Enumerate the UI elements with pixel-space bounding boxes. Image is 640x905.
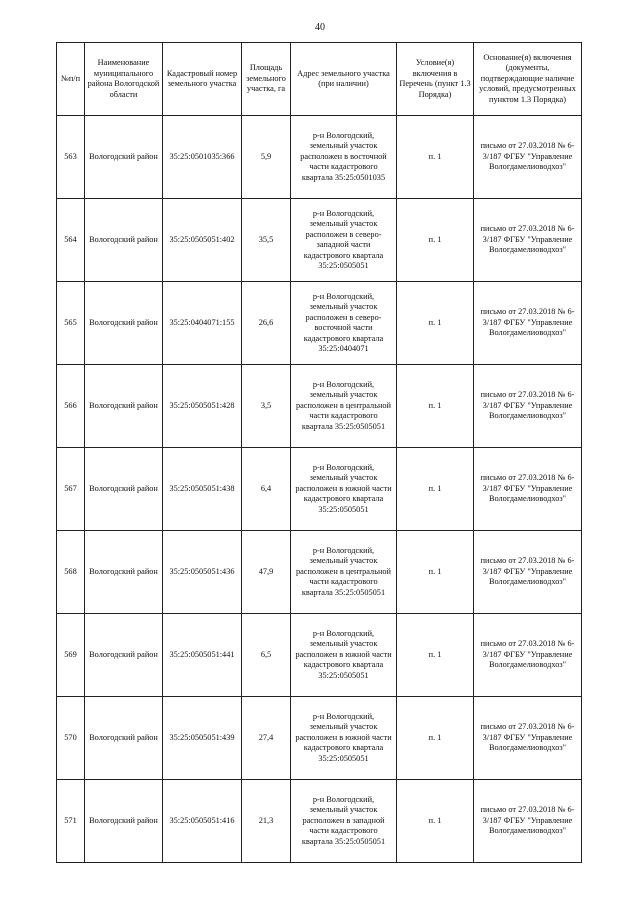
cell-num: 570 [57,697,85,780]
table-row [57,365,582,448]
table-row [57,614,582,697]
cell-district: Вологодский район [85,531,163,614]
cell-address: р-н Вологодский, земельный участок расположен в центральной части кадастрового квартала 35:25:0505051 [291,365,397,448]
cell-num: 568 [57,531,85,614]
cell-basis: письмо от 27.03.2018 № 6-3/187 ФГБУ "Управление Вологдамелиоводхоз" [474,780,582,863]
cell-address: р-н Вологодский, земельный участок расположен в южной части кадастрового квартала 35:25:0505051 [291,697,397,780]
cell-cadastral: 35:25:0505051:402 [163,199,242,282]
cell-cadastral: 35:25:0505051:438 [163,448,242,531]
cell-condition: п. 1 [397,116,474,199]
cell-num: 563 [57,116,85,199]
land-registry-table [56,42,582,863]
header-num: №п/п [57,43,85,116]
cell-address: р-н Вологодский, земельный участок расположен в восточной части кадастрового квартала 35:25:0501035 [291,116,397,199]
cell-district: Вологодский район [85,614,163,697]
header-cadastral: Кадастровый номер земельного участка [163,43,242,116]
cell-cadastral: 35:25:0404071:155 [163,282,242,365]
cell-num: 565 [57,282,85,365]
cell-address: р-н Вологодский, земельный участок расположен в северо-западной части кадастрового квартала 35:25:0505051 [291,199,397,282]
cell-district: Вологодский район [85,199,163,282]
cell-num: 564 [57,199,85,282]
cell-area: 6,5 [242,614,291,697]
cell-condition: п. 1 [397,199,474,282]
cell-district: Вологодский район [85,448,163,531]
table-row [57,531,582,614]
cell-area: 5,9 [242,116,291,199]
cell-num: 569 [57,614,85,697]
cell-cadastral: 35:25:0505051:416 [163,780,242,863]
cell-basis: письмо от 27.03.2018 № 6-3/187 ФГБУ "Управление Вологдамелиоводхоз" [474,697,582,780]
page-number: 40 [315,22,325,33]
cell-condition: п. 1 [397,614,474,697]
cell-basis: письмо от 27.03.2018 № 6-3/187 ФГБУ "Управление Вологдамелиоводхоз" [474,531,582,614]
table-row [57,282,582,365]
cell-area: 21,3 [242,780,291,863]
cell-district: Вологодский район [85,697,163,780]
cell-condition: п. 1 [397,780,474,863]
table-header-row [57,43,582,116]
cell-district: Вологодский район [85,282,163,365]
cell-district: Вологодский район [85,116,163,199]
header-area: Площадь земельного участка, га [242,43,291,116]
cell-cadastral: 35:25:0505051:436 [163,531,242,614]
cell-area: 35,5 [242,199,291,282]
cell-num: 571 [57,780,85,863]
cell-basis: письмо от 27.03.2018 № 6-3/187 ФГБУ "Управление Вологдамелиоводхоз" [474,365,582,448]
cell-area: 26,6 [242,282,291,365]
cell-num: 567 [57,448,85,531]
cell-basis: письмо от 27.03.2018 № 6-3/187 ФГБУ "Управление Вологдамелиоводхоз" [474,199,582,282]
cell-basis: письмо от 27.03.2018 № 6-3/187 ФГБУ "Управление Вологдамелиоводхоз" [474,116,582,199]
cell-condition: п. 1 [397,448,474,531]
header-district: Наименование муниципального района Вологодской области [85,43,163,116]
cell-basis: письмо от 27.03.2018 № 6-3/187 ФГБУ "Управление Вологдамелиоводхоз" [474,614,582,697]
table-row [57,697,582,780]
cell-district: Вологодский район [85,780,163,863]
table-row [57,448,582,531]
cell-address: р-н Вологодский, земельный участок расположен в южной части кадастрового квартала 35:25:0505051 [291,448,397,531]
cell-address: р-н Вологодский, земельный участок расположен в центральной части кадастрового квартала 35:25:0505051 [291,531,397,614]
cell-address: р-н Вологодский, земельный участок расположен в западной части кадастрового квартала 35:25:0505051 [291,780,397,863]
cell-area: 27,4 [242,697,291,780]
cell-cadastral: 35:25:0505051:428 [163,365,242,448]
header-address: Адрес земельного участка (при наличии) [291,43,397,116]
cell-condition: п. 1 [397,697,474,780]
cell-address: р-н Вологодский, земельный участок расположен в южной части кадастрового квартала 35:25:0505051 [291,614,397,697]
cell-basis: письмо от 27.03.2018 № 6-3/187 ФГБУ "Управление Вологдамелиоводхоз" [474,282,582,365]
cell-cadastral: 35:25:0505051:441 [163,614,242,697]
cell-area: 3,5 [242,365,291,448]
cell-condition: п. 1 [397,282,474,365]
header-basis: Основание(я) включения (документы, подтверждающие наличие условий, предусмотренных пунктом 1.3 Порядка) [474,43,582,116]
cell-cadastral: 35:25:0505051:439 [163,697,242,780]
cell-address: р-н Вологодский, земельный участок расположен в северо-восточной части кадастрового квартала 35:25:0404071 [291,282,397,365]
cell-num: 566 [57,365,85,448]
table-row [57,780,582,863]
cell-area: 6,4 [242,448,291,531]
table-row [57,116,582,199]
cell-condition: п. 1 [397,531,474,614]
cell-district: Вологодский район [85,365,163,448]
cell-basis: письмо от 27.03.2018 № 6-3/187 ФГБУ "Управление Вологдамелиоводхоз" [474,448,582,531]
table-row [57,199,582,282]
cell-area: 47,9 [242,531,291,614]
cell-cadastral: 35:25:0501035:366 [163,116,242,199]
cell-condition: п. 1 [397,365,474,448]
header-condition: Условие(я) включения в Перечень (пункт 1.3 Порядка) [397,43,474,116]
